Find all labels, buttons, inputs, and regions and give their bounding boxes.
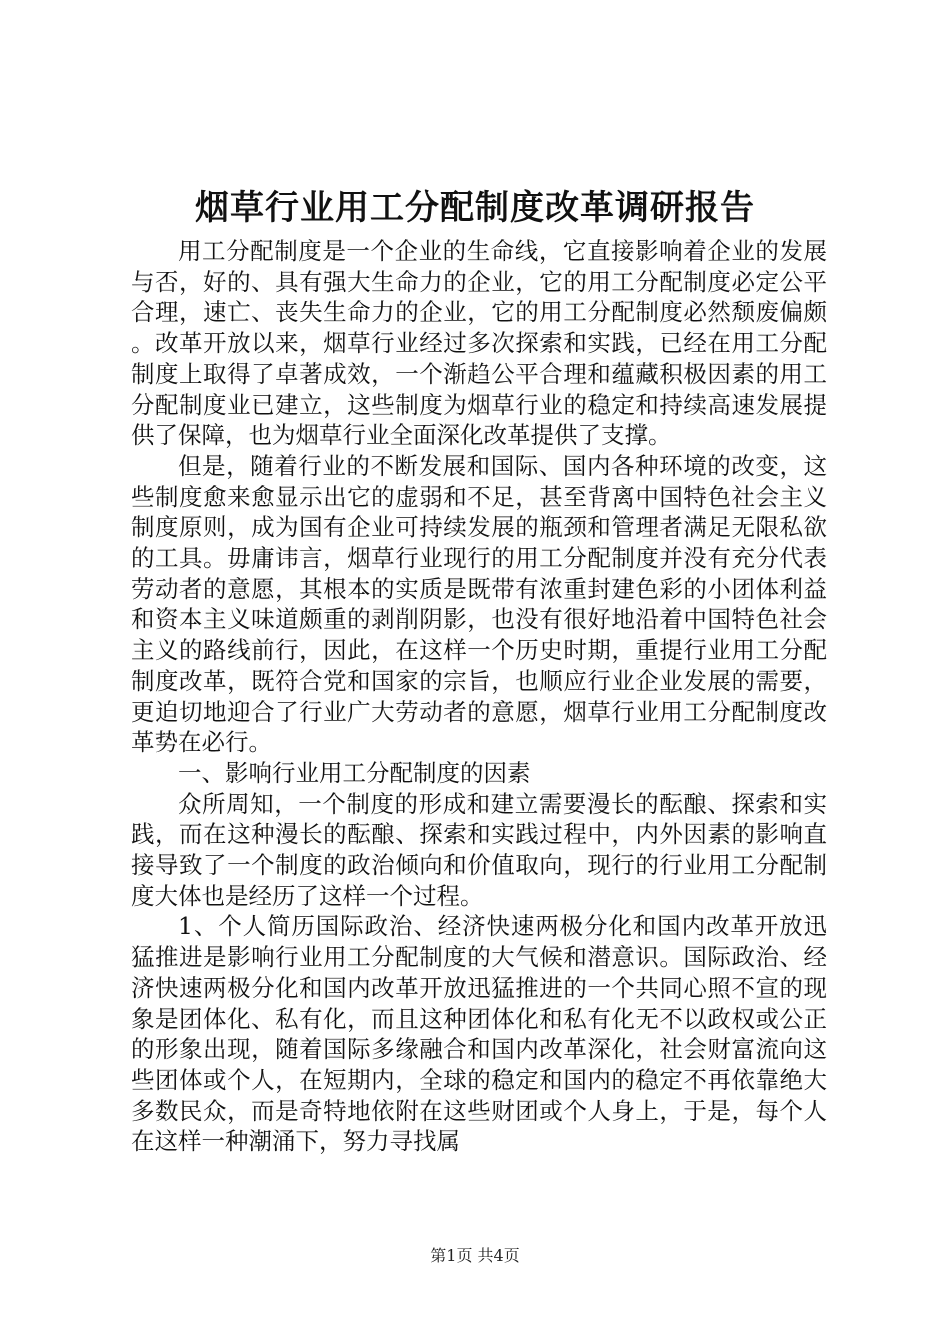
document-title: 烟草行业用工分配制度改革调研报告 <box>195 188 755 228</box>
paragraph-common-knowledge: 众所周知，一个制度的形成和建立需要漫长的酝酿、探索和实践，而在这种漫长的酝酿、探索和实践过程中，内外因素的影响直接导致了一个制度的政治倾向和价值取向，现行的行业用工分配制度大体也是经历了这样一个过程。 <box>131 789 827 910</box>
section-heading-factors: 一、影响行业用工分配制度的因素 <box>178 758 531 787</box>
page-number-footer: 第1页 共4页 <box>430 1246 520 1265</box>
paragraph-point-1: 1、个人简历国际政治、经济快速两极分化和国内改革开放迅猛推进是影响行业用工分配制度的大气候和潜意识。国际政治、经济快速两极分化和国内改革开放迅猛推进的一个共同心照不宣的现象是团体化、私有化，而且这种团体化和私有化无不以政权或公正的形象出现，随着国际多缘融合和国内改革深化，社会财富流向这些团体或个人，在短期内，全球的稳定和国内的稳定不再依靠绝大多数民众，而是奇特地依附在这些财团或个人身上，于是，每个人在这样一种潮涌下，努力寻找属 <box>131 912 827 1156</box>
paragraph-however: 但是，随着行业的不断发展和国际、国内各种环境的改变，这些制度愈来愈显示出它的虚弱和不足，甚至背离中国特色社会主义制度原则，成为国有企业可持续发展的瓶颈和管理者满足无限私欲的工具。毋庸讳言，烟草行业现行的用工分配制度并没有充分代表劳动者的意愿，其根本的实质是既带有浓重封建色彩的小团体利益和资本主义味道颇重的剥削阴影，也没有很好地沿着中国特色社会主义的路线前行，因此，在这样一个历史时期，重提行业用工分配制度改革，既符合党和国家的宗旨，也顺应行业企业发展的需要，更迫切地迎合了行业广大劳动者的意愿，烟草行业用工分配制度改革势在必行。 <box>131 451 827 757</box>
document-body <box>131 236 827 1157</box>
paragraph-intro: 用工分配制度是一个企业的生命线，它直接影响着企业的发展与否，好的、具有强大生命力的企业，它的用工分配制度必定公平合理，速亡、丧失生命力的企业，它的用工分配制度必然颓废偏颇。改革开放以来，烟草行业经过多次探索和实践，已经在用工分配制度上取得了卓著成效，一个渐趋公平合理和蕴藏积极因素的用工分配制度业已建立，这些制度为烟草行业的稳定和持续高速发展提供了保障，也为烟草行业全面深化改革提供了支撑。 <box>131 237 827 450</box>
